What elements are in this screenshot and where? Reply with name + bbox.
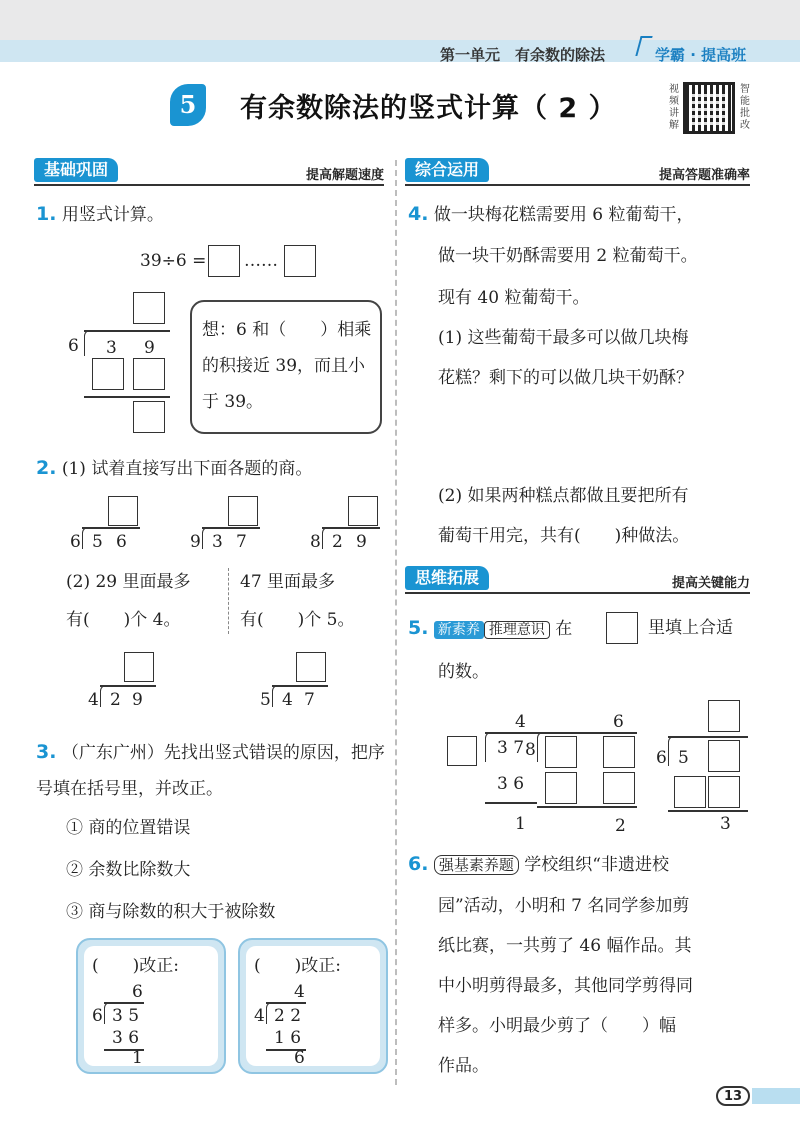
q2-div5-divisor: 5 [260,690,271,710]
section-think [405,566,750,594]
strong-basics-tag: 强基素养题 [434,855,519,875]
q5-p2-dividend-box-1[interactable] [545,736,577,768]
q3-card1-product: 3 6 [112,1028,140,1048]
q1-dividend-digit1: 3 [106,338,117,358]
q1-number: 1 [36,203,50,225]
q2: 2. (1) 试着直接写出下面各题的商。 [36,457,313,479]
section-apply [405,158,750,186]
q2-div5-line [272,685,328,687]
q3-option-2: ② 余数比除数大 [66,860,191,880]
q4-number: 4 [408,203,422,225]
q5-p1-remainder: 1 [515,814,526,834]
q5-p3-line [668,736,748,738]
q5-number: 5 [408,617,422,639]
q2-part2b-line2: 有( )个 5。 [240,610,355,630]
q3-card1-dividend: 3 5 [112,1006,140,1026]
q5-p3-divisor: 6 [656,748,667,768]
q2-div3-line [322,527,380,529]
q2-div4-d1: 2 [110,690,121,710]
q6-number: 6 [408,853,422,875]
q5-text-c: 的数。 [438,662,489,682]
q2-part2b-line1: 47 里面最多 [240,572,336,592]
q5-p3-quotient-box[interactable] [708,700,740,732]
q2-div3-quotient-box[interactable] [348,496,378,526]
q4-part2-line-1: (2) 如果两种糕点都做且要把所有 [438,486,689,506]
q2-div1-bracket [82,527,92,549]
q2-part1-text: (1) 试着直接写出下面各题的商。 [61,459,313,479]
q3-card1-quotient: 6 [132,982,143,1002]
q1-division-top-line [84,330,170,332]
q5-p2-line [537,732,637,734]
q2-div1-d2: 6 [116,532,127,552]
section-basic-tag: 基础巩固 [34,158,118,182]
q6-text-line-1: 学校组织“非遗进校 [524,855,669,875]
q1-product-box-2[interactable] [133,358,165,390]
q2-part2a-line2: 有( )个 4。 [66,610,181,630]
q4-text-line-4: (1) 这些葡萄干最多可以做几块梅 [438,328,689,348]
qr-code-icon[interactable] [683,82,735,134]
q3-card2-product: 1 6 [274,1028,302,1048]
q6-text-line-2: 园”活动，小明和 7 名同学参加剪 [438,896,690,916]
q5-p2-product-box-2[interactable] [603,772,635,804]
q2-part2a-line1: (2) 29 里面最多 [66,572,191,592]
page-number: 13 [716,1086,750,1106]
q3-option-3: ③ 商与除数的积大于被除数 [66,902,276,922]
section-apply-tip: 提高答题准确率 [658,168,750,183]
q2-div1-divisor: 6 [70,532,81,552]
q2-division-3 [310,496,390,552]
q3-card2-quotient: 4 [294,982,305,1002]
section-apply-tag: 综合运用 [405,158,489,182]
q5-text-b: 里填上合适 [648,618,733,638]
q6-text-line-4: 中小明剪得最多，其他同学剪得同 [438,976,693,996]
q2-div2-line [202,527,260,529]
q2-div2-d2: 7 [236,532,247,552]
q2-div5-d1: 4 [282,690,293,710]
q2-division-5 [260,652,340,708]
brand-label: 学霸 · 提高班 [655,46,747,64]
q2-div1-line [82,527,140,529]
q1: 1. 用竖式计算。 [36,203,164,225]
q5-p3-product-box-2[interactable] [708,776,740,808]
q3-card2-dividend: 2 2 [274,1006,302,1026]
q2-div4-quotient-box[interactable] [124,652,154,682]
q2-div4-d2: 9 [132,690,143,710]
q3-card2-remainder: 6 [294,1048,305,1068]
q5-puzzle-3 [656,700,752,834]
q1-dots: …… [244,251,278,271]
section-think-tip: 提高关键能力 [671,576,750,591]
q2-division-4 [88,652,168,708]
q2-div2-bracket [202,527,212,549]
q1-quotient-answer-box[interactable] [208,245,240,277]
q5-p3-sub-line [668,810,748,812]
q2-division-1 [70,496,150,552]
q5-p1-bracket [485,732,495,762]
q6-line-1: 6. 强基素养题 学校组织“非遗进校 [408,853,669,875]
q3-card-1 [76,938,226,1074]
q1-equation: 39÷6 = [140,251,207,271]
qr-grading-label: 智能批改 [740,84,750,131]
q5-p3-dividend-d1: 5 [678,748,689,768]
section-think-tag: 思维拓展 [405,566,489,590]
q5-p1-dividend: 3 7 [497,738,525,758]
q5-puzzle-2 [525,710,645,834]
q2-div4-divisor: 4 [88,690,99,710]
q1-product-box-1[interactable] [92,358,124,390]
unit-label: 第一单元 有余数的除法 [440,46,606,64]
q4-text-line-5: 花糕？剩下的可以做几块干奶酥？ [438,368,693,388]
new-literacy-tag: 新素养 [434,621,484,639]
q6-text-line-3: 纸比赛，一共剪了 46 幅作品。其 [438,936,692,956]
q5-p2-sub-line [537,806,637,808]
q2-div1-d1: 5 [92,532,103,552]
q3-number: 3 [36,741,50,763]
q5-p1-quotient: 4 [515,712,526,732]
q2-div5-quotient-box[interactable] [296,652,326,682]
q4-text-line-1: 做一块梅花糕需要用 6 粒葡萄干， [433,205,694,225]
section-basic [34,158,384,186]
q5-example-box [606,612,638,644]
q3-card2-divisor: 4 [254,1006,265,1026]
lesson-number-badge: 5 [170,84,206,126]
q5-p2-dividend-box-2[interactable] [603,736,635,768]
q1-dividend-digit2: 9 [144,338,155,358]
qr-video-label: 视频讲解 [669,84,679,131]
reasoning-tag: 推理意识 [484,621,550,639]
q3-card1-label[interactable]: ( )改正: [92,956,179,976]
q5-p3-product-box-1[interactable] [674,776,706,808]
q2-division-2 [190,496,270,552]
q2-div3-d1: 2 [332,532,343,552]
q3-card1-divisor: 6 [92,1006,103,1026]
page-title: 有余数除法的竖式计算（ 2 ） [240,93,617,124]
q2-div3-bracket [322,527,332,549]
q5-p1-divisor-box[interactable] [447,736,477,766]
q5-p3-bracket [668,736,678,766]
q5-p3-remainder: 3 [720,814,731,834]
q5-p3-dividend-box[interactable] [708,740,740,772]
q2-div3-d2: 9 [356,532,367,552]
q1-remainder-answer-box[interactable] [284,245,316,277]
think-hint-text: 想：6 和（ ）相乘的积接近 39，而且小于 39。 [202,320,372,412]
q2-div5-d2: 7 [304,690,315,710]
q4-part2-line-2: 葡萄干用完，共有( )种做法。 [438,526,690,546]
q2-div4-bracket [100,685,110,707]
q5-line-1: 5. 新素养 推理意识 在 [408,617,573,639]
q3-option-1: ① 商的位置错误 [66,818,191,838]
q5-p2-divisor: 8 [525,740,536,760]
q6-text-line-6: 作品。 [438,1056,489,1076]
q2-div2-d1: 3 [212,532,223,552]
q1-quotient-box[interactable] [133,292,165,324]
q1-text: 用竖式计算。 [61,205,164,225]
q1-divisor: 6 [68,336,79,356]
q5-p1-product: 3 6 [497,774,525,794]
q3-card2-label[interactable]: ( )改正: [254,956,341,976]
q2-div4-line [100,685,156,687]
q5-text-a: 在 [555,619,573,639]
q3-text: （广东广州）先找出竖式错误的原因，把序号填在括号里，并改正。 [36,743,385,799]
q3-card-2 [238,938,388,1074]
q5-p2-quotient: 6 [613,712,624,732]
q2-number: 2 [36,457,50,479]
q4-text-line-3: 现有 40 粒葡萄干。 [438,288,590,308]
q3-card1-remainder: 1 [132,1048,143,1068]
q2-div5-bracket [272,685,282,707]
q1-subtract-line [84,396,170,398]
q2-div3-divisor: 8 [310,532,321,552]
q4-line-1: 4. 做一块梅花糕需要用 6 粒葡萄干， [408,203,694,225]
q3: 3. （广东广州）先找出竖式错误的原因，把序号填在括号里，并改正。 [36,741,385,799]
page-number-strip [752,1088,800,1104]
q6-text-line-5: 样多。小明最少剪了（ ）幅 [438,1016,676,1036]
q5-p2-remainder: 2 [615,816,626,836]
q1-division-bracket [84,330,94,356]
section-basic-tip: 提高解题速度 [305,168,384,183]
q2-part2-divider [228,568,229,634]
q5-p2-product-box-1[interactable] [545,772,577,804]
q2-div2-quotient-box[interactable] [228,496,258,526]
column-divider [395,160,397,1085]
q2-div1-quotient-box[interactable] [108,496,138,526]
q2-div2-divisor: 9 [190,532,201,552]
q4-text-line-2: 做一块干奶酥需要用 2 粒葡萄干。 [438,246,698,266]
q1-remainder-box[interactable] [133,401,165,433]
